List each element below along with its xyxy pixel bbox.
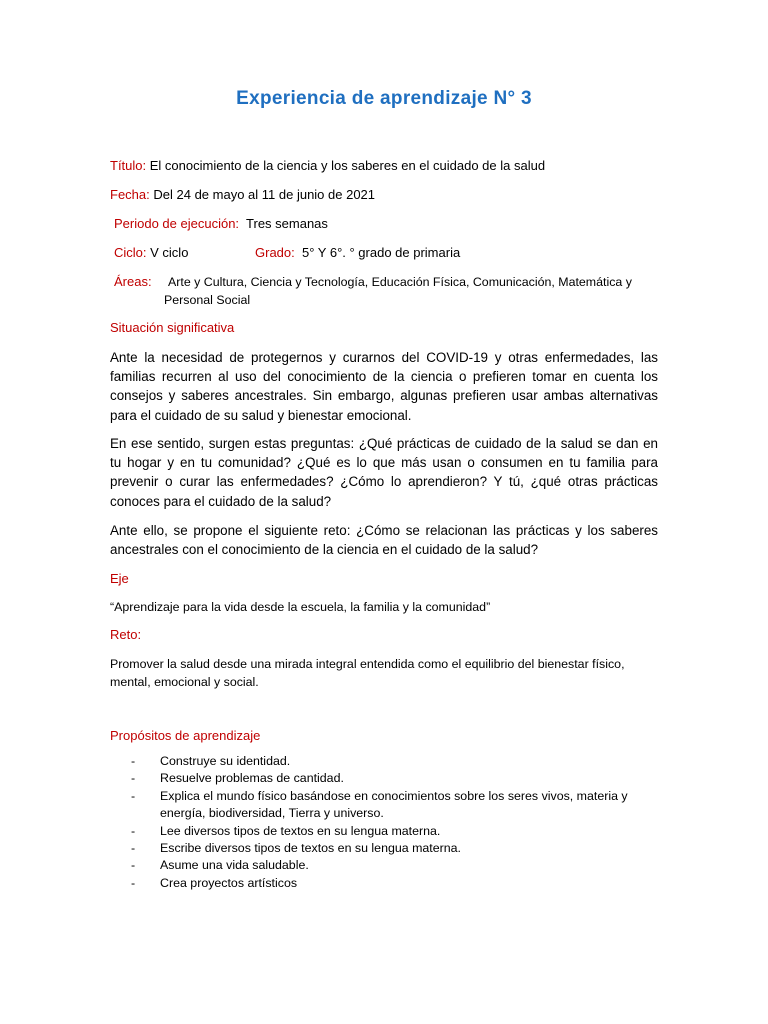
list-item-text: Resuelve problemas de cantidad. <box>160 771 344 786</box>
grado-label: Grado: <box>255 245 295 260</box>
situacion-paragraph-3: Ante ello, se propone el siguiente reto: ¿Cómo se relacionan las prácticas y los saberes ancestrales con el conocimiento de la ciencia en el cuidado de la salud? <box>110 523 658 558</box>
list-item <box>110 788 660 823</box>
list-item-text: Crea proyectos artísticos <box>160 875 298 890</box>
propositos-heading: Propósitos de aprendizaje <box>110 728 261 743</box>
list-item-text: Escribe diversos tipos de textos en su lengua materna. <box>160 841 461 856</box>
areas-value-line1: Arte y Cultura, Ciencia y Tecnología, Educación Física, Comunicación, Matemática y <box>168 275 632 289</box>
periodo-row <box>114 215 328 233</box>
reto-heading: Reto: <box>110 627 142 642</box>
situacion-paragraph-2: En ese sentido, surgen estas preguntas: ¿Qué prácticas de cuidado de la salud se dan en tu hogar y en tu comunidad? ¿Qué es lo que más usan o consumen en tu familia para prevenir o curar las enfermedades? ¿Cómo lo aprendieron? Y tú, ¿qué otras prácticas conoces para el cuidado de la salud? <box>110 436 658 509</box>
grado-row <box>255 244 460 262</box>
list-dash: - <box>131 875 136 890</box>
list-dash: - <box>131 754 136 768</box>
list-dash: - <box>131 841 136 856</box>
titulo-row <box>110 157 545 175</box>
list-dash: - <box>131 858 136 873</box>
list-item <box>110 753 660 770</box>
list-item-text: Explica el mundo físico basándose en conocimientos sobre los seres vivos, materia y energía, biodiversidad, Tierra y universo. <box>160 788 628 821</box>
list-item <box>110 823 660 840</box>
fecha-row <box>110 186 375 204</box>
list-item-text: Construye su identidad. <box>160 754 291 768</box>
areas-row <box>114 273 152 291</box>
ciclo-label: Ciclo: <box>114 245 147 260</box>
reto-text: Promover la salud desde una mirada integral entendida como el equilibrio del bienestar físico, mental, emocional y social. <box>110 657 625 689</box>
fecha-label: Fecha: <box>110 187 150 202</box>
ciclo-row <box>114 244 188 262</box>
list-item-text: Lee diversos tipos de textos en su lengua materna. <box>160 823 441 838</box>
periodo-value: Tres semanas <box>246 216 328 231</box>
list-item <box>110 857 660 874</box>
fecha-value: Del 24 de mayo al 11 de junio de 2021 <box>153 187 376 202</box>
situacion-paragraph-1: Ante la necesidad de protegernos y curarnos del COVID-19 y otras enfermedades, las familias recurren al uso del conocimiento de la ciencia o prefieren tomar en cuenta los consejos y saberes ancestrales. Sin embargo, algunas prefieren usar ambas alternativas para el cuidado de su salud y bienestar emocional. <box>110 350 658 423</box>
list-item <box>110 840 660 857</box>
propositos-list <box>110 753 660 892</box>
list-item <box>110 875 660 892</box>
situacion-heading: Situación significativa <box>110 320 235 335</box>
list-dash: - <box>131 771 136 786</box>
periodo-label: Periodo de ejecución: <box>114 216 240 231</box>
titulo-value: El conocimiento de la ciencia y los saberes en el cuidado de la salud <box>149 158 546 173</box>
page-title: Experiencia de aprendizaje N° 3 <box>236 88 532 109</box>
list-item-text: Asume una vida saludable. <box>160 858 309 873</box>
eje-text: “Aprendizaje para la vida desde la escuela, la familia y la comunidad” <box>110 600 491 614</box>
grado-value: 5° Y 6°. ° grado de primaria <box>301 245 461 260</box>
list-dash: - <box>131 788 136 803</box>
list-dash: - <box>131 823 136 838</box>
areas-value-line2: Personal Social <box>164 293 251 307</box>
eje-heading: Eje <box>110 571 129 586</box>
areas-label: Áreas: <box>114 274 152 289</box>
ciclo-value: V ciclo <box>150 245 189 260</box>
titulo-label: Título: <box>110 158 147 173</box>
list-item <box>110 770 660 787</box>
